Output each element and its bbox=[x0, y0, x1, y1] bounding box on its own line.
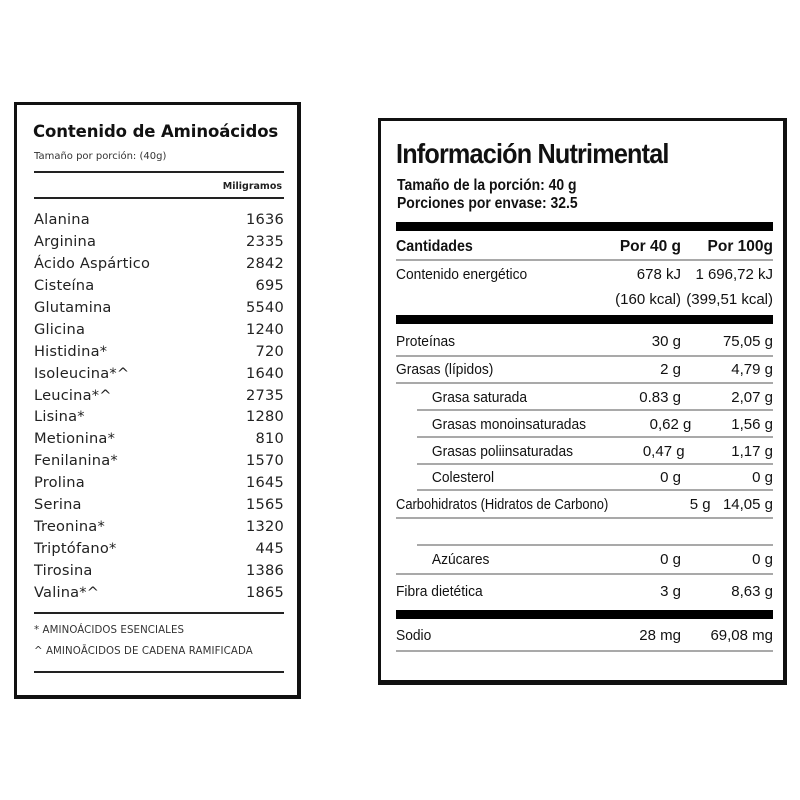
per-100g-value: 8,63 g bbox=[731, 582, 773, 600]
nutrient-row-fibra bbox=[396, 579, 773, 603]
per-serving-value: 28 mg bbox=[639, 626, 681, 644]
per-serving-value: 0,62 g bbox=[649, 415, 692, 433]
energy-kj-per-100g: 1 696,72 kJ bbox=[695, 265, 773, 283]
nutrient-label: Grasas monoinsaturadas bbox=[431, 415, 587, 433]
nutrient-label: Grasas (lípidos) bbox=[396, 360, 494, 378]
amino-row-glutamina bbox=[34, 297, 284, 319]
per-serving-value: 2 g bbox=[660, 360, 681, 378]
divider bbox=[417, 544, 773, 546]
amino-name: Valina*^ bbox=[34, 583, 100, 601]
amino-name: Triptófano* bbox=[34, 539, 117, 557]
per-100g-value: 69,08 mg bbox=[710, 626, 773, 644]
nutrient-row-poliinsaturadas bbox=[396, 439, 773, 463]
amino-value: 5540 bbox=[246, 299, 284, 316]
per-100g-value: 0 g bbox=[752, 468, 773, 486]
amino-acid-panel bbox=[14, 102, 301, 699]
amino-value: 1320 bbox=[246, 517, 284, 535]
nutrient-label: Carbohidratos (Hidratos de Carbono) bbox=[396, 495, 609, 513]
per-serving-value: 3 g bbox=[660, 582, 681, 600]
amino-name: Glicina bbox=[34, 320, 86, 338]
amino-row-cisteina bbox=[34, 275, 284, 297]
energy-kcal-row bbox=[396, 287, 773, 311]
amino-row-alanina bbox=[34, 209, 284, 231]
amino-value: 1280 bbox=[246, 408, 284, 426]
amino-row-treonina bbox=[34, 515, 284, 537]
footnote-branched-chain: ^ AMINOĀCIDOS DE CADENA RAMIFICADA bbox=[34, 646, 253, 657]
footnote-essential: * AMINOÁCIDOS ESENCIALES bbox=[34, 625, 185, 636]
amino-value: 445 bbox=[255, 539, 284, 557]
amino-value: 1565 bbox=[246, 496, 284, 514]
divider bbox=[34, 671, 284, 673]
table-header bbox=[396, 235, 773, 259]
amino-row-acido-aspartico bbox=[34, 253, 284, 275]
amino-panel-title: Contenido de Aminoácidos bbox=[33, 122, 279, 141]
amino-serving-size: Tamaño por porción: (40g) bbox=[34, 151, 167, 162]
per-100g-value: 14,05 g bbox=[722, 495, 773, 513]
nutrition-panel-title: Información Nutrimental bbox=[396, 138, 669, 169]
nutrient-row-colesterol bbox=[396, 465, 773, 489]
amino-name: Metionina* bbox=[34, 430, 116, 448]
amino-value: 1570 bbox=[246, 452, 284, 470]
amino-name: Leucina*^ bbox=[34, 386, 112, 404]
header-col-per-100g: Por 100g bbox=[707, 238, 773, 255]
header-label: Cantidades bbox=[396, 238, 473, 255]
nutrient-row-proteinas bbox=[396, 329, 773, 353]
amino-name: Arginina bbox=[34, 233, 97, 251]
amino-acid-list bbox=[34, 209, 284, 603]
amino-value: 1386 bbox=[246, 561, 284, 579]
amino-name: Histidina* bbox=[34, 342, 108, 360]
amino-name: Treonina* bbox=[34, 517, 105, 535]
divider bbox=[34, 171, 284, 173]
amino-row-arginina bbox=[34, 231, 284, 253]
nutrient-row-sodio bbox=[396, 623, 773, 647]
nutrient-label: Grasas poliinsaturadas bbox=[431, 442, 574, 460]
divider bbox=[396, 259, 773, 261]
divider bbox=[34, 612, 284, 614]
amino-value: 1636 bbox=[246, 211, 284, 229]
per-serving-value: 0 g bbox=[660, 468, 681, 486]
nutrient-row-grasas bbox=[396, 357, 773, 381]
nutrient-label: Fibra dietética bbox=[396, 582, 483, 600]
nutrition-facts-panel bbox=[378, 118, 787, 685]
nutrient-label: Azúcares bbox=[431, 550, 490, 568]
amino-name: Prolina bbox=[34, 474, 85, 492]
energy-kj-per-serving: 678 kJ bbox=[636, 265, 681, 283]
amino-value: 810 bbox=[255, 430, 284, 448]
amino-row-fenilanina bbox=[34, 450, 284, 472]
amino-name: Serina bbox=[34, 496, 82, 514]
per-serving-value: 0.83 g bbox=[639, 388, 681, 406]
nutrient-label: Sodio bbox=[396, 626, 432, 644]
amino-name: Fenilanina* bbox=[34, 452, 118, 470]
amino-name: Isoleucina*^ bbox=[34, 364, 130, 382]
per-serving-value: 5 g bbox=[689, 495, 711, 513]
amino-value: 1645 bbox=[246, 474, 284, 492]
nutrient-label: Colesterol bbox=[431, 468, 495, 486]
divider bbox=[396, 573, 773, 575]
amino-name: Ácido Aspártico bbox=[34, 255, 151, 273]
amino-row-isoleucina bbox=[34, 362, 284, 384]
divider bbox=[417, 489, 773, 491]
amino-name: Tirosina bbox=[34, 561, 93, 579]
nutrient-label: Contenido energético bbox=[396, 265, 528, 283]
amino-row-valina bbox=[34, 581, 284, 603]
amino-value: 2335 bbox=[246, 233, 284, 251]
serving-size: Tamaño de la porción: 40 g bbox=[397, 177, 577, 194]
divider bbox=[417, 436, 773, 438]
amino-value: 720 bbox=[255, 342, 284, 360]
amino-row-triptofano bbox=[34, 537, 284, 559]
thick-divider bbox=[396, 315, 773, 324]
thick-divider bbox=[396, 222, 773, 231]
nutrient-label: Proteínas bbox=[396, 332, 456, 350]
amino-value: 695 bbox=[255, 277, 284, 295]
per-serving-value: 0 g bbox=[660, 550, 681, 568]
nutrient-row-carbohidratos bbox=[396, 492, 773, 516]
divider bbox=[396, 382, 773, 384]
per-100g-value: 1,17 g bbox=[731, 442, 773, 460]
amino-value: 1240 bbox=[246, 320, 284, 338]
amino-name: Glutamina bbox=[34, 299, 112, 316]
unit-column-header: Miligramos bbox=[222, 181, 282, 192]
per-100g-value: 4,79 g bbox=[731, 360, 773, 378]
thick-divider bbox=[396, 610, 773, 619]
per-100g-value: 75,05 g bbox=[722, 332, 773, 350]
energy-row bbox=[396, 262, 773, 286]
amino-row-glicina bbox=[34, 318, 284, 340]
divider bbox=[396, 650, 773, 652]
amino-value: 1640 bbox=[246, 364, 284, 382]
per-100g-value: 1,56 g bbox=[731, 415, 773, 433]
nutrient-label: Grasa saturada bbox=[431, 388, 527, 406]
divider bbox=[396, 517, 773, 519]
amino-row-serina bbox=[34, 494, 284, 516]
amino-row-metionina bbox=[34, 428, 284, 450]
per-100g-value: 0 g bbox=[752, 550, 773, 568]
energy-kcal-per-serving: (160 kcal) bbox=[615, 290, 681, 308]
servings-per-container: Porciones por envase: 32.5 bbox=[397, 195, 578, 212]
amino-value: 2842 bbox=[246, 255, 284, 273]
amino-row-lisina bbox=[34, 406, 284, 428]
amino-row-histidina bbox=[34, 340, 284, 362]
nutrient-row-monoinsaturadas bbox=[396, 412, 773, 436]
amino-row-tirosina bbox=[34, 559, 284, 581]
per-serving-value: 0,47 g bbox=[642, 442, 685, 460]
per-100g-value: 2,07 g bbox=[731, 388, 773, 406]
header-col-per-serving: Por 40 g bbox=[619, 238, 681, 255]
amino-value: 2735 bbox=[246, 386, 284, 404]
divider bbox=[417, 409, 773, 411]
amino-name: Alanina bbox=[34, 211, 90, 229]
amino-row-prolina bbox=[34, 472, 284, 494]
amino-value: 1865 bbox=[246, 583, 284, 601]
amino-row-leucina bbox=[34, 384, 284, 406]
nutrient-row-grasa-saturada bbox=[396, 385, 773, 409]
per-serving-value: 30 g bbox=[651, 332, 681, 350]
nutrient-row-azucares bbox=[396, 547, 773, 571]
divider bbox=[34, 197, 284, 199]
amino-name: Cisteína bbox=[34, 277, 95, 295]
energy-kcal-per-100g: (399,51 kcal) bbox=[686, 290, 773, 308]
amino-name: Lisina* bbox=[34, 408, 85, 426]
